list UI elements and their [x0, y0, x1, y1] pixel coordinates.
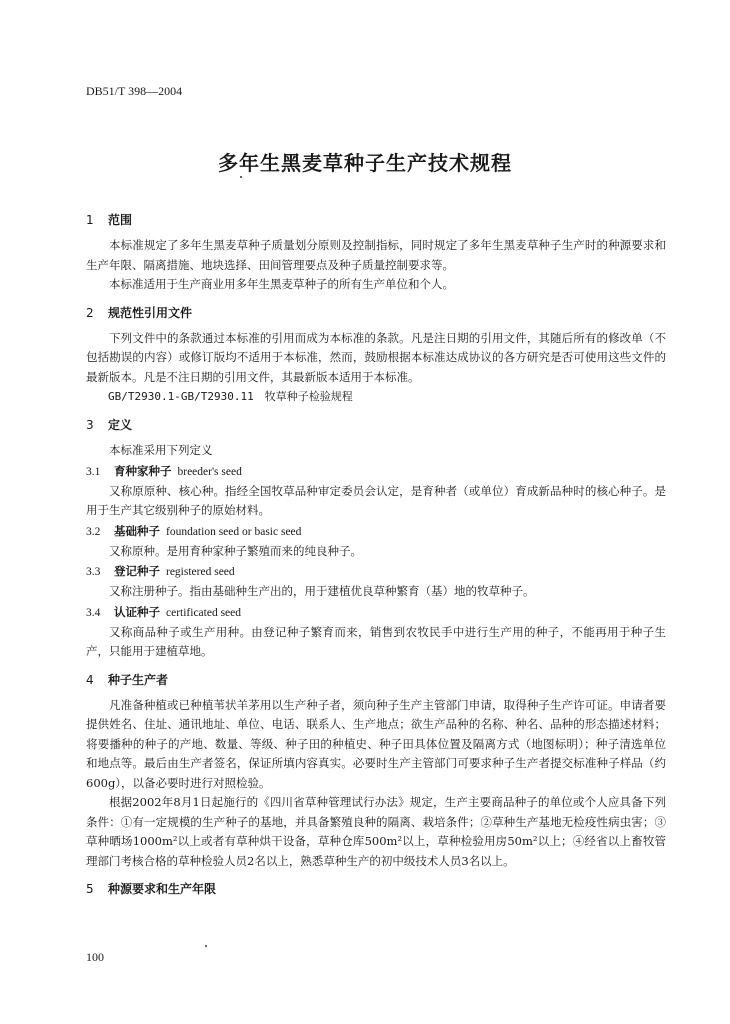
definition-number: 3.4: [86, 606, 101, 619]
section-number: 3: [86, 418, 94, 432]
definition-number: 3.1: [86, 465, 101, 478]
scan-speck: [240, 176, 242, 178]
definition-text: 又称原种。是用育种家种子繁殖而来的纯良种子。: [109, 543, 362, 558]
section-number: 5: [86, 882, 94, 896]
normative-reference: GB/T2930.1-GB/T2930.11 牧草种子检验规程: [108, 390, 353, 403]
section-number: 2: [86, 305, 94, 320]
paragraph: 本标准规定了多年生黑麦草种子质量划分原则及控制指标，同时规定了多年生黑麦草种子生产时的种源要求和生产年限、隔离措施、地块选择、田间管理要点及种子质量控制要求等。: [86, 238, 666, 272]
definition-3-1-heading: [86, 461, 666, 482]
definition-term-english: certificated seed: [166, 606, 242, 619]
document-body: [86, 210, 666, 899]
definition-term-english: breeder's seed: [177, 465, 242, 478]
document-code: DB51/T 398—2004: [86, 84, 183, 98]
definition-number: 3.2: [86, 525, 101, 538]
section-title: 规范性引用文件: [108, 305, 193, 320]
definition-term-english: registered seed: [166, 566, 235, 578]
scan-speck: [205, 945, 207, 947]
paragraph: 根据2002年8月1日起施行的《四川省草种管理试行办法》规定，生产主要商品种子的单位或个人应具备下列条件：①有一定规模的生产种子的基地，并具备繁殖良种的隔离、栽培条件；②草种生产基地无检疫性病虫害；③草种晒场1000m²以上或者有草种烘干设备，草种仓库500m²以上，草种检验用房50m²以上；④经省以上畜牧管理部门考核合格的草种检验人员2名以上，熟悉草种生产的初中级技术人员3名以上。: [86, 795, 666, 868]
section-title: 种子生产者: [108, 672, 169, 687]
section-number: 1: [86, 213, 94, 227]
definition-text: 又称商品种子或生产用种。由登记种子繁育而来，销售到农牧民手中进行生产用的种子，不能再用于种子生产，只能用于建植草地。: [86, 624, 666, 658]
page-number: 100: [86, 950, 104, 964]
section-title: 种源要求和生产年限: [108, 882, 217, 896]
section-number: 4: [86, 672, 94, 687]
paragraph: 本标准采用下列定义: [109, 443, 213, 457]
definition-term: 登记种子: [114, 564, 160, 578]
section-1-heading: [86, 210, 666, 230]
definition-3-3-heading: [86, 561, 666, 582]
definition-text: 又称注册种子。指由基础种生产出的，用于建植优良草种繁育（基）地的牧草种子。: [109, 584, 535, 598]
paragraph: 凡准备种植或已种植苇状羊茅用以生产种子者，须向种子生产主管部门申请，取得种子生产许可证。申请者要提供姓名、住址、通讯地址、单位、电话、联系人、生产地点；欲生产品种的名称、种名、品种的形态描述材料；将要播种的种子的产地、数量、等级、种子田的种植史、种子田具体位置及隔离方式（地图标明）；种子清选单位和地点等。最后由生产者签名，保证所填内容真实。必要时生产主管部门可要求种子生产者提交标准种子样品（约600g），以备必要时进行对照检验。: [86, 697, 666, 790]
section-3-heading: [86, 415, 666, 435]
definition-text: 又称原原种、核心种。指经全国牧草品种审定委员会认定，是育种者（或单位）育成新品种时的核心种子。是用于生产其它级别种子的原始材料。: [86, 483, 666, 517]
paragraph: 本标准适用于生产商业用多年生黑麦草种子的所有生产单位和个人。: [109, 277, 454, 291]
section-5-heading: [86, 879, 666, 899]
definition-term: 基础种子: [114, 523, 160, 538]
definition-term: 认证种子: [114, 604, 160, 619]
section-title: 定义: [108, 418, 133, 432]
section-4-heading: [86, 670, 666, 690]
definition-3-2-heading: [86, 521, 666, 542]
definition-term-english: foundation seed or basic seed: [166, 525, 302, 538]
paragraph: 下列文件中的条款通过本标准的引用而成为本标准的条款。凡是注日期的引用文件，其随后所有的修改单（不包括勘误的内容）或修订版均不适用于本标准，然而，鼓励根据本标准达成协议的各方研究是否可使用这些文件的最新版本。凡是不注日期的引用文件，其最新版本适用于本标准。: [86, 330, 666, 384]
section-title: 范围: [108, 213, 133, 227]
definition-number: 3.3: [86, 566, 101, 578]
document-title: 多年生黑麦草种子生产技术规程: [218, 151, 512, 175]
definition-3-4-heading: [86, 602, 666, 623]
definition-term: 育种家种子: [114, 463, 172, 478]
section-2-heading: [86, 303, 666, 323]
